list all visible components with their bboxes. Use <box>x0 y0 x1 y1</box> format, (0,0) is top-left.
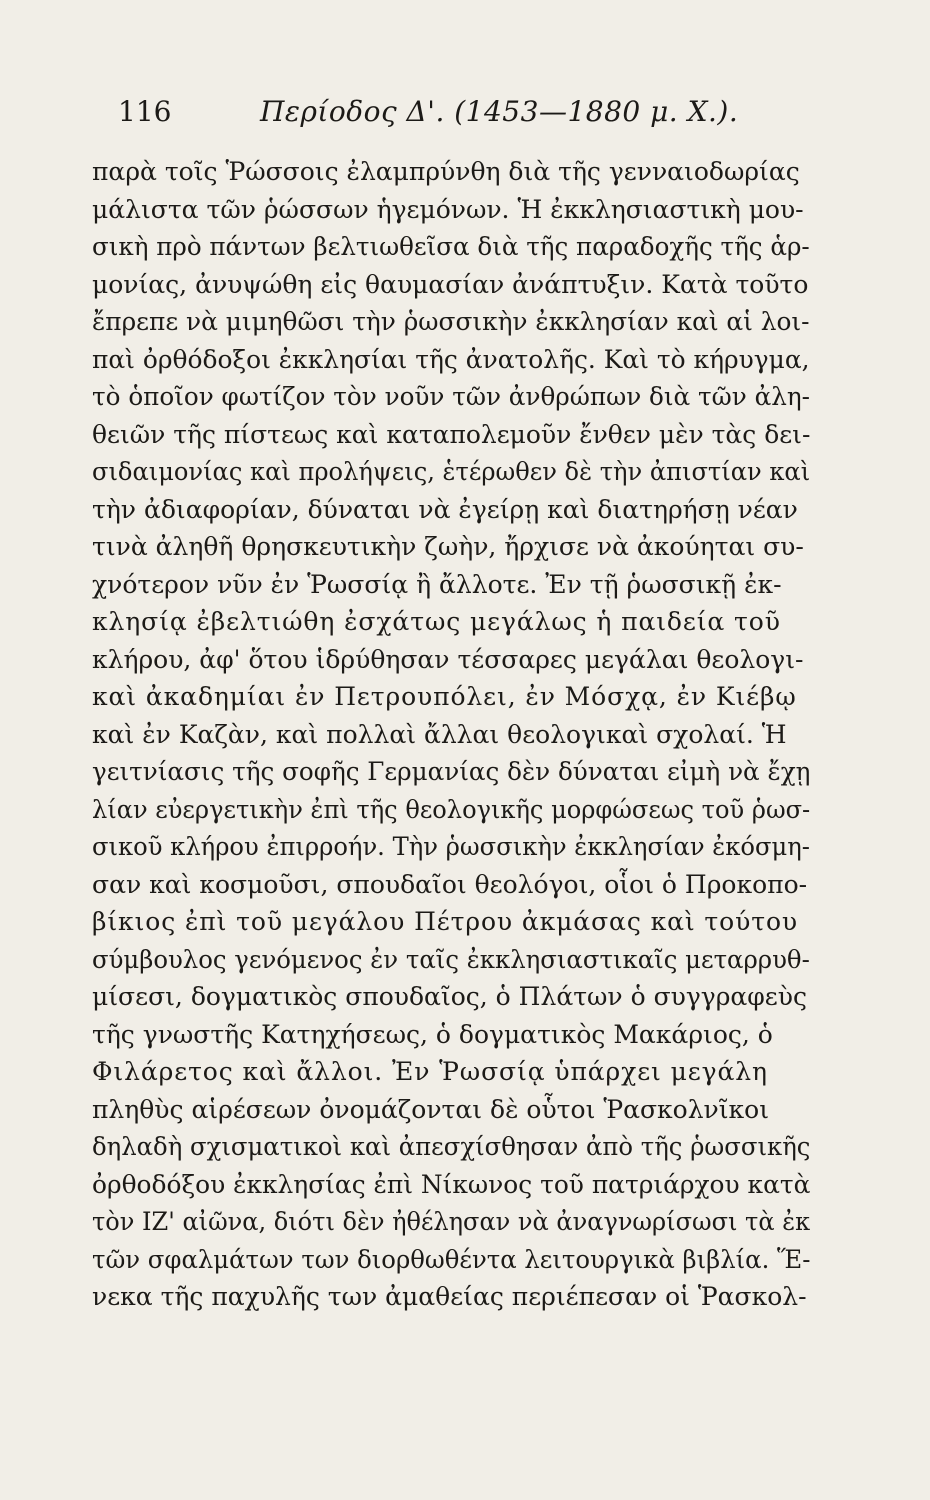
text-line: τινὰ ἀληθῆ θρησκευτικὴν ζωὴν, ἤρχισε νὰ ἀκούηται συ- <box>92 532 804 561</box>
text-line: καὶ ἀκαδημίαι ἐν Πετρουπόλει, ἐν Μόσχᾳ, ἐν Κιέβῳ <box>92 682 797 711</box>
text-line: θειῶν τῆς πίστεως καὶ καταπολεμοῦν ἔνθεν μὲν τὰς δει- <box>92 419 811 449</box>
text-line: μίσεσι, δογματικὸς σπουδαῖος, ὁ Πλάτων ὁ συγγραφεὺς <box>92 982 807 1011</box>
text-line: σικὴ πρὸ πάντων βελτιωθεῖσα διὰ τῆς παραδοχῆς τῆς ἁρ- <box>92 232 810 261</box>
text-line: βίκιος ἐπὶ τοῦ μεγάλου Πέτρου ἀκμάσας καὶ τούτου <box>92 907 798 936</box>
text-line: δηλαδὴ σχισματικοὶ καὶ ἀπεσχίσθησαν ἀπὸ τῆς ῥωσσικῆς <box>92 1132 811 1161</box>
text-line: σαν καὶ κοσμοῦσι, σπουδαῖοι θεολόγοι, οἷοι ὁ Προκοπο- <box>92 869 808 899</box>
text-line: ἔπρεπε νὰ μιμηθῶσι τὴν ῥωσσικὴν ἐκκλησίαν καὶ αἱ λοι- <box>92 307 810 336</box>
text-line: τῶν σφαλμάτων των διορθωθέντα λειτουργικὰ βιβλία. Ἕ- <box>92 1244 811 1274</box>
text-line: γειτνίασις τῆς σοφῆς Γερμανίας δὲν δύναται εἰμὴ νὰ ἔχῃ <box>92 757 811 786</box>
text-line: Φιλάρετος καὶ ἄλλοι. Ἐν Ῥωσσίᾳ ὑπάρχει μεγάλη <box>92 1057 768 1086</box>
text-line: χνότερον νῦν ἐν Ῥωσσίᾳ ἢ ἄλλοτε. Ἐν τῇ ῥωσσικῇ ἐκ- <box>92 569 782 599</box>
text-line: κλήρου, ἀφ' ὅτου ἱδρύθησαν τέσσαρες μεγάλαι θεολογι- <box>92 644 804 674</box>
text-line: καὶ ἐν Καζὰν, καὶ πολλαὶ ἄλλαι θεολογικαὶ σχολαί. Ἡ <box>92 719 787 749</box>
text-line: σύμβουλος γενόμενος ἐν ταῖς ἐκκλησιαστικαῖς μεταρρυθ- <box>92 944 810 974</box>
text-line: πληθὺς αἱρέσεων ὀνομάζονται δὲ οὗτοι Ῥασκολνῖκοι <box>92 1094 770 1124</box>
page-number: 116 <box>118 95 172 128</box>
text-line: κλησίᾳ ἐβελτιώθη ἐσχάτως μεγάλως ἡ παιδεία τοῦ <box>92 607 781 636</box>
text-line: τὸν ΙΖ' αἰῶνα, διότι δὲν ἠθέλησαν νὰ ἀναγνωρίσωσι τὰ ἐκ <box>92 1207 811 1236</box>
body-text <box>92 153 810 1316</box>
text-line: παρὰ τοῖς Ῥώσσοις ἐλαμπρύνθη διὰ τῆς γενναιοδωρίας <box>92 157 800 186</box>
text-line: παὶ ὀρθόδοξοι ἐκκλησίαι τῆς ἀνατολῆς. Καὶ τὸ κήρυγμα, <box>92 344 810 374</box>
text-line: μάλιστα τῶν ῥώσσων ἡγεμόνων. Ἡ ἐκκλησιαστικὴ μου- <box>92 194 804 224</box>
text-line: μονίας, ἀνυψώθη εἰς θαυμασίαν ἀνάπτυξιν. Κατὰ τοῦτο <box>92 269 809 299</box>
text-line: σιδαιμονίας καὶ προλήψεις, ἑτέρωθεν δὲ τὴν ἀπιστίαν καὶ <box>92 457 811 486</box>
text-line: τὴν ἀδιαφορίαν, δύναται νὰ ἐγείρῃ καὶ διατηρήσῃ νέαν <box>92 494 798 524</box>
text-line: νεκα τῆς παχυλῆς των ἀμαθείας περιέπεσαν οἱ Ῥασκολ- <box>92 1282 807 1311</box>
running-header <box>118 92 818 132</box>
text-line: τὸ ὁποῖον φωτίζον τὸν νοῦν τῶν ἀνθρώπων διὰ τῶν ἀλη- <box>92 382 810 411</box>
text-line: τῆς γνωστῆς Κατηχήσεως, ὁ δογματικὸς Μακάριος, ὁ <box>92 1019 773 1049</box>
text-line: λίαν εὐεργετικὴν ἐπὶ τῆς θεολογικῆς μορφώσεως τοῦ ῥωσ- <box>92 794 811 824</box>
text-line: ὀρθοδόξου ἐκκλησίας ἐπὶ Νίκωνος τοῦ πατριάρχου κατὰ <box>92 1169 811 1199</box>
chapter-heading: Περίοδος Δ'. (1453—1880 μ. Χ.). <box>260 95 739 128</box>
text-line: σικοῦ κλήρου ἐπιρροήν. Τὴν ῥωσσικὴν ἐκκλησίαν ἐκόσμη- <box>92 832 810 861</box>
